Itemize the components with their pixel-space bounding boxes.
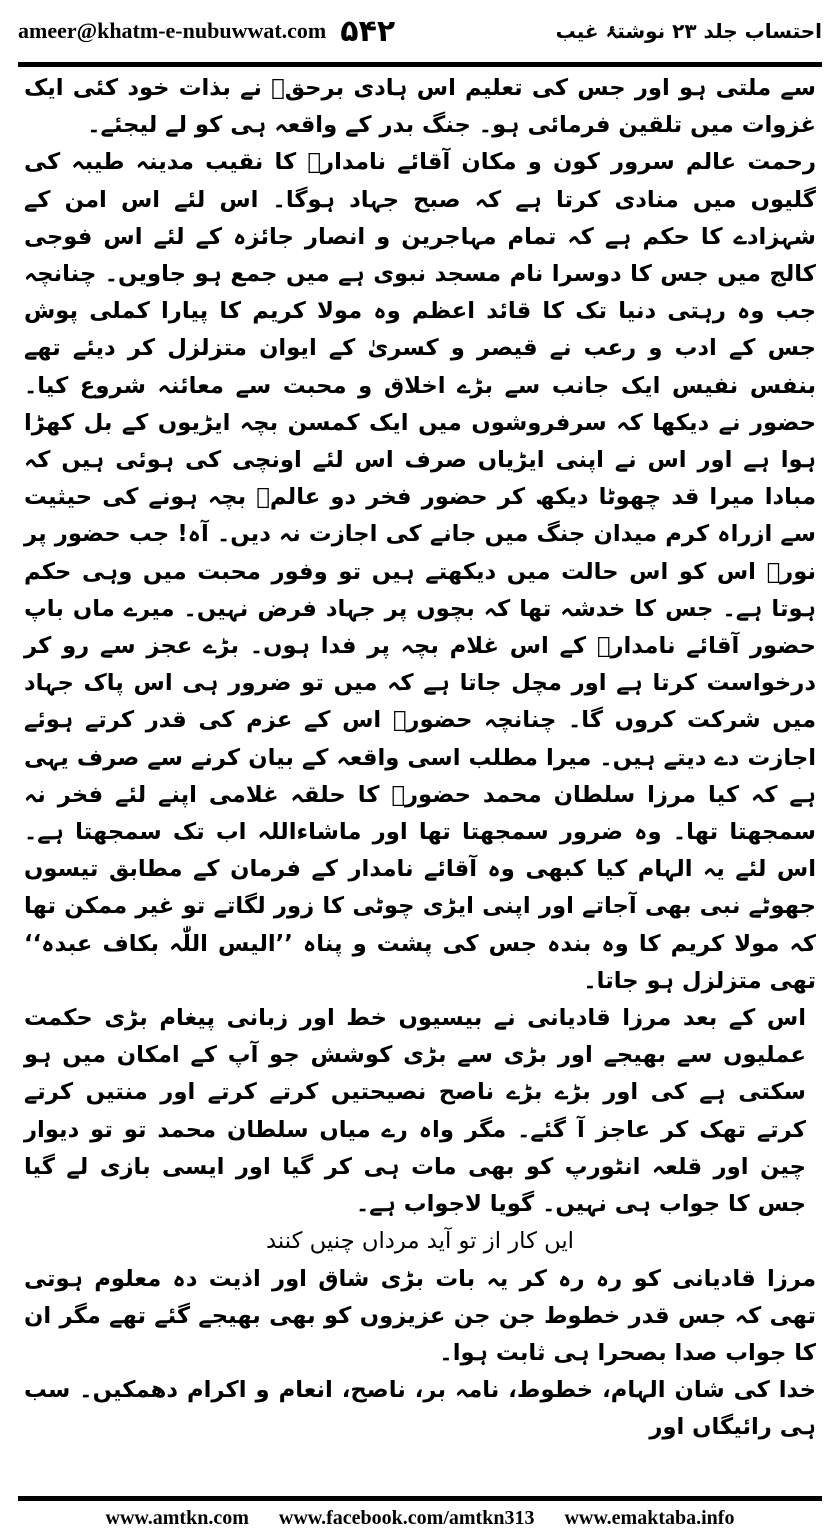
header-email: ameer@khatm-e-nubuwwat.com (18, 18, 327, 43)
body-paragraph: سے ملتی ہو اور جس کی تعلیم اس ہادی برحقؐ نے بذات خود کئی ایک غزوات میں تلقین فرمائی ہو۔ جنگ بدر کے واقعہ ہی کو لے لیجئے۔ (24, 75, 816, 139)
footer-rule (18, 1496, 822, 1501)
page-number: ۵۴۲ (340, 13, 396, 49)
page-header (18, 8, 822, 54)
footer-link-website[interactable]: www.amtkn.com (105, 1506, 249, 1529)
running-title: احتساب جلد ۲۳ نوشتۂ غیب (555, 19, 822, 43)
persian-verse: ایں کار از تو آید مرداں چنیں کنند (266, 1228, 574, 1255)
page-body-text (24, 70, 816, 1458)
body-paragraph: مرزا قادیانی کو رہ رہ کر یہ بات بڑی شاق اور اذیت دہ معلوم ہوتی تھی کہ جس قدر خطوط جن جن عزیزوں کو بھی بھیجے گئے تھے مگر ان کا جواب صدا بصحرا ہی ثابت ہوا۔ (24, 1265, 816, 1366)
footer-link-facebook[interactable]: www.facebook.com/amtkn313 (278, 1506, 535, 1529)
body-paragraph: خدا کی شان الہام، خطوط، نامہ بر، ناصح، انعام و اکرام دھمکیں۔ سب ہی رائیگاں اور (24, 1377, 816, 1441)
header-left-group (18, 14, 395, 49)
page-footer (18, 1502, 822, 1534)
body-paragraph: رحمت عالم سرور کون و مکان آقائے نامدارؐ کا نقیب مدینہ طیبہ کی گلیوں میں منادی کرتا ہے کہ صبح جہاد ہوگا۔ اس لئے اس امن کے شہزادے کا حکم ہے کہ تمام مہاجرین و انصار جائزہ کے لئے اس فوجی کالج میں جس کا دوسرا نام مسجد نبوی ہے میں جمع ہو جاویں۔ چنانچہ جب وہ رہتی دنیا تک کا قائد اعظم وہ مولا کریم کا پیارا کملی پوش جس کے ادب و رعب نے قیصر و کسریٰ کے ایوان متزلزل کر دیئے تھے بنفس نفیس ایک جانب سے بڑے اخلاق و محبت سے معائنہ شروع کیا۔ حضور نے دیکھا کہ سرفروشوں میں ایک کمسن بچہ ایڑیوں کے بل کھڑا ہوا ہے اور اس نے اپنی ایڑیاں صرف اس لئے اونچی کی ہوئی ہیں کہ مبادا میرا قد چھوٹا دیکھ کر حضور فخر دو عالمؐ بچہ ہونے کی حیثیت سے ازراہ کرم میدان جنگ میں جانے کی اجازت نہ دیں۔ آہ! جب حضور پر نورؐ اس کو اس حالت میں دیکھتے ہیں تو وفور محبت میں وہی حکم ہوتا ہے۔ جس کا خدشہ تھا کہ بچوں پر جہاد فرض نہیں۔ میرے ماں باپ حضور آقائے نامدارؐ کے اس غلام بچہ پر فدا ہوں۔ بڑے عجز سے رو کر درخواست کرتا ہے اور مچل جاتا ہے کہ میں تو ضرور ہی اس پاک جہاد میں شرکت کروں گا۔ چنانچہ حضورؐ اس کے عزم کی قدر کرتے ہوئے اجازت دے دیتے ہیں۔ میرا مطلب اسی واقعہ کے بیان کرنے سے صرف یہی ہے کہ کیا مرزا سلطان محمد حضورؐ کا حلقہ غلامی اپنے لئے فخر نہ سمجھتا تھا۔ وہ ضرور سمجھتا تھا اور ماشاءاللہ اب تک سمجھتا ہے۔ اس لئے یہ الہام کیا کبھی وہ آقائے نامدار کے فرمان کے مطابق تیسوں جھوٹے نبی بھی آجاتے اور اپنی ایڑی چوٹی کا زور لگاتے تو غیر ممکن تھا کہ مولا کریم کا وہ بندہ جس کی پشت و پناہ ’’الیس اللّٰہ بکاف عبدہ‘‘ تھی متزلزل ہو جاتا۔ (24, 149, 816, 994)
footer-link-emaktaba[interactable]: www.emaktaba.info (564, 1506, 735, 1529)
header-rule (18, 62, 822, 67)
body-paragraph: اس کے بعد مرزا قادیانی نے بیسیوں خط اور زبانی پیغام بڑی حکمت عملیوں سے بھیجے اور بڑی سے بڑی کوشش جو آپ کے امکان میں ہو سکتی ہے کی اور بڑے بڑے ناصح نصیحتیں کرتے کرتے اور منتیں کرتے کرتے تھک کر عاجز آ گئے۔ مگر واہ رے میاں سلطان محمد تو تو دیوار چین اور قلعہ انٹورپ کو بھی مات ہی کر گیا اور ایسی بازی لے گیا جس کا جواب ہی نہیں۔ گویا لاجواب ہے۔ (24, 1005, 806, 1218)
